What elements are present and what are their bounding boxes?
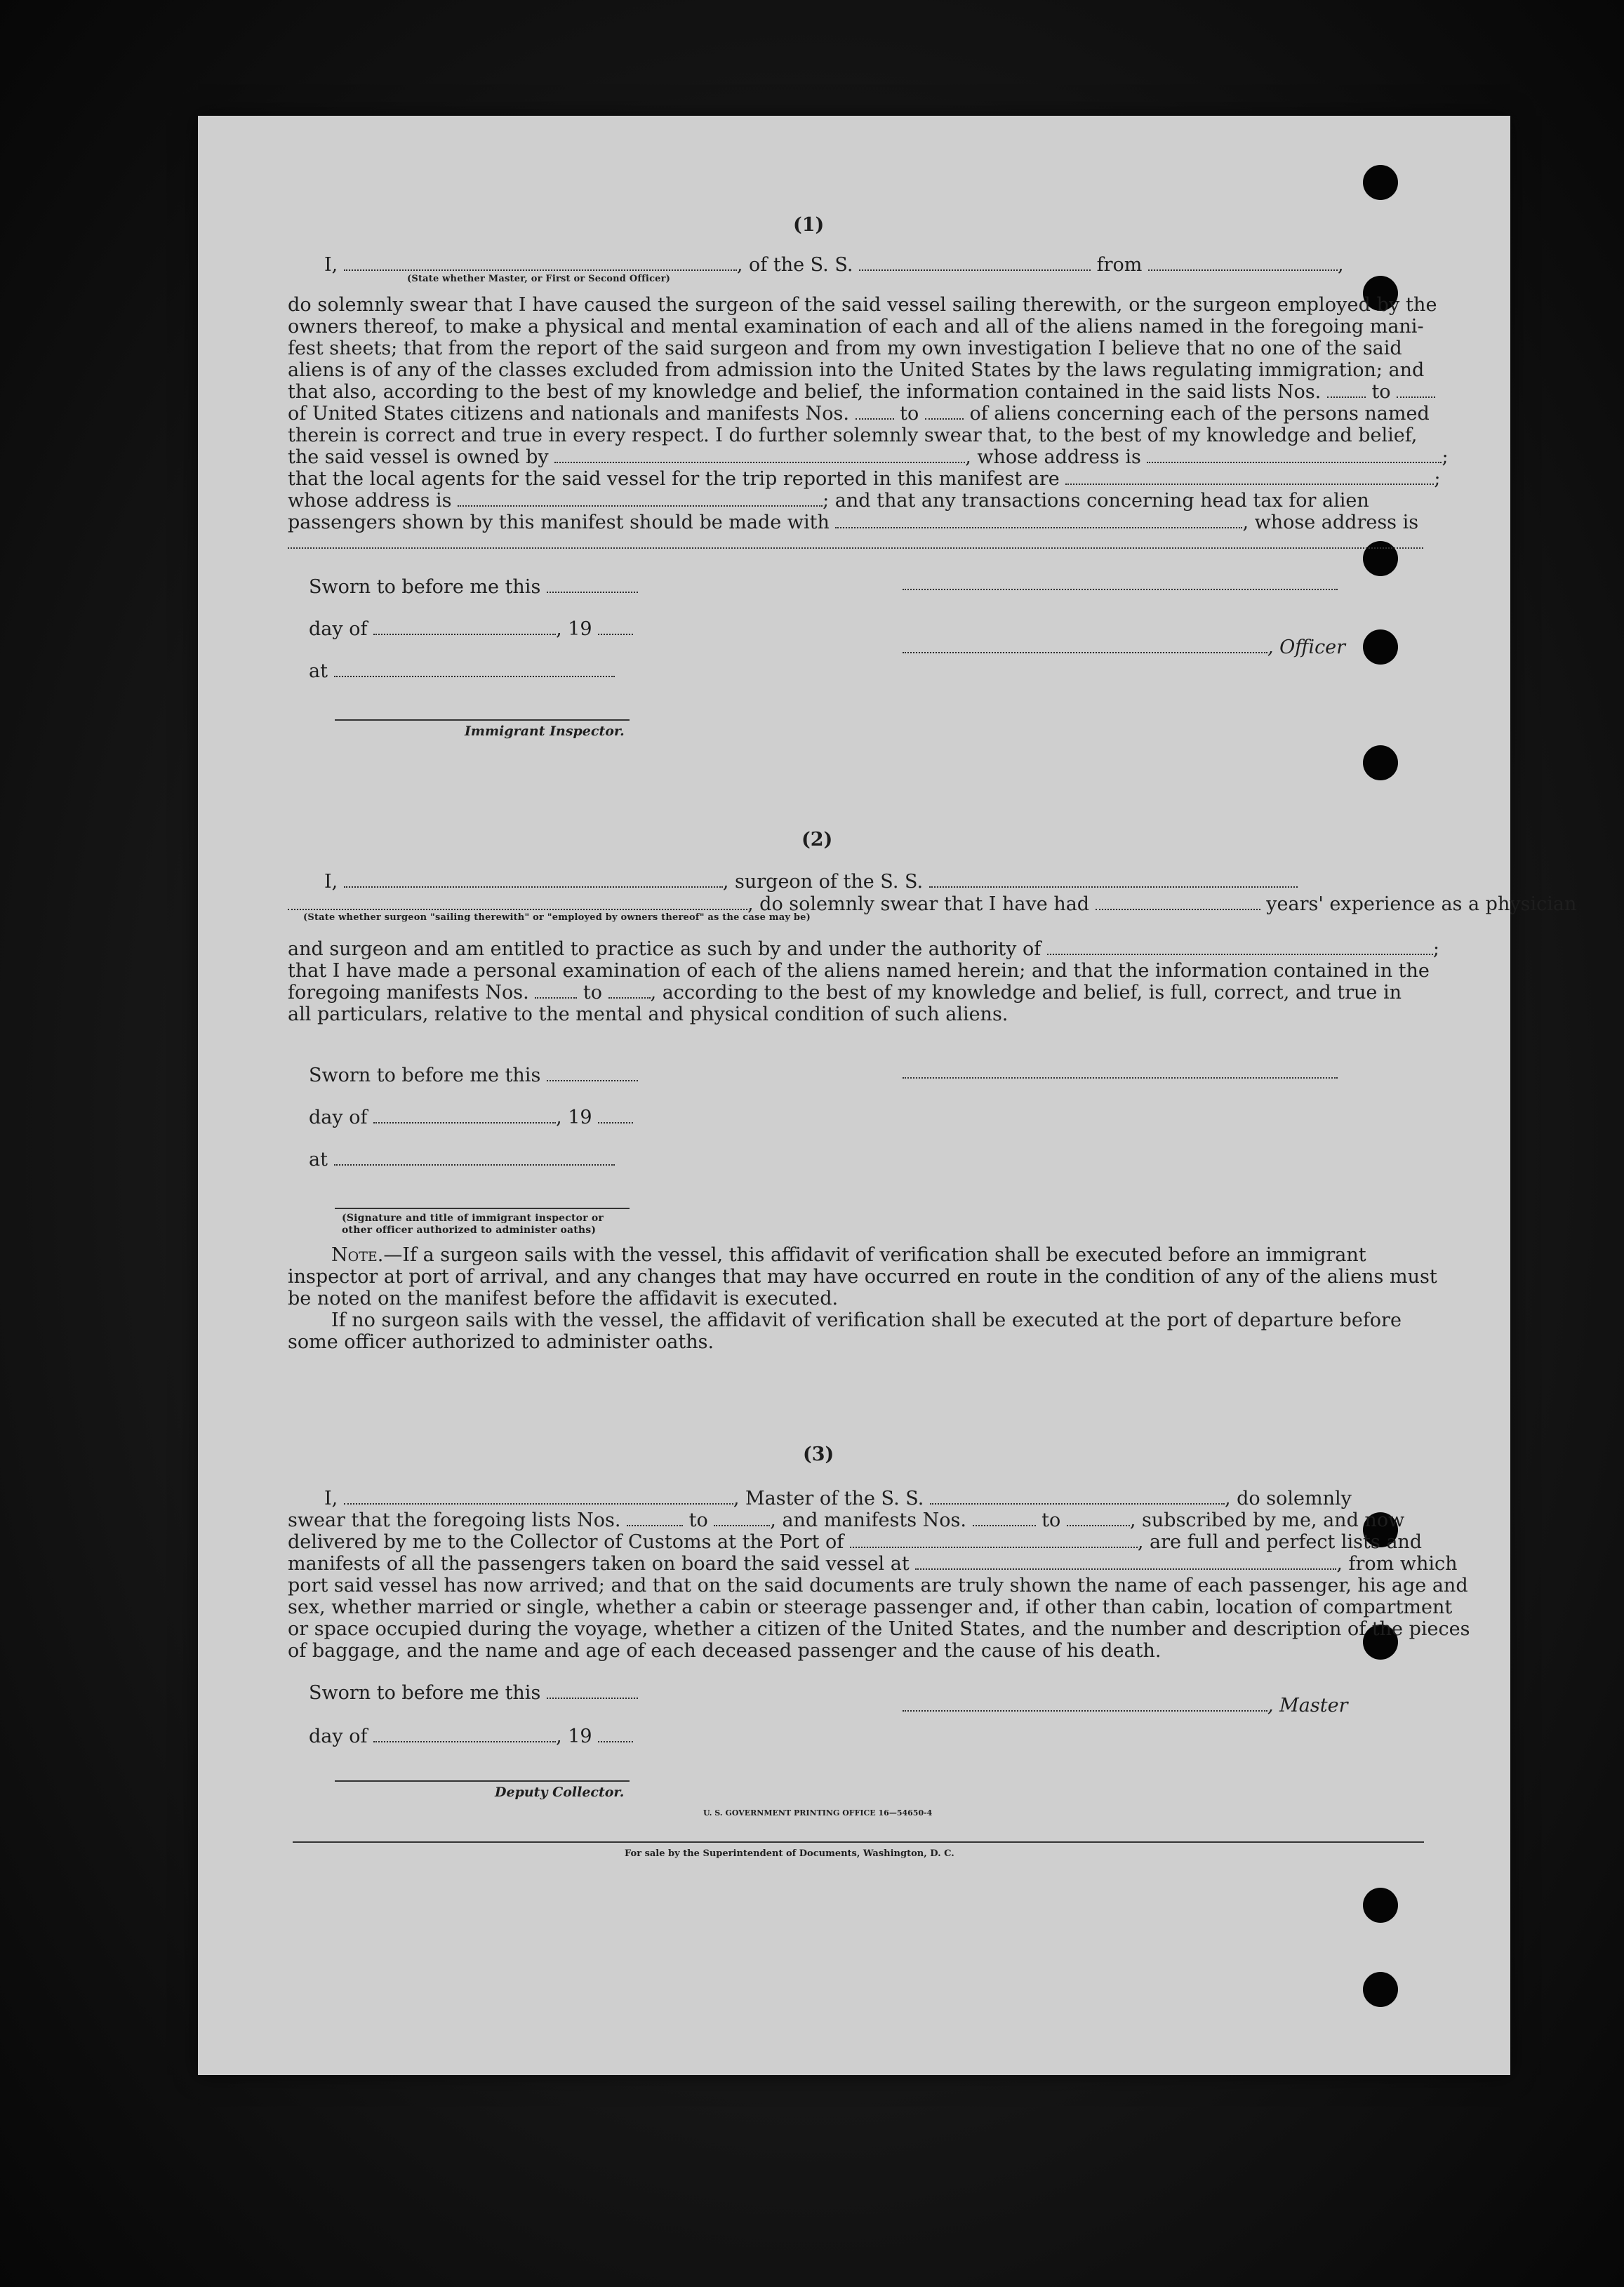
day-line — [309, 1107, 633, 1128]
manifest-number-to[interactable] — [1067, 1512, 1130, 1526]
paragraph-line — [288, 1553, 1457, 1575]
manifest-number-from[interactable] — [856, 406, 894, 420]
paragraph-line — [288, 982, 1402, 1004]
whose-address-label: whose address is — [288, 490, 452, 512]
paragraph-line: all particulars, relative to the mental and physical condition of such aliens. — [288, 1004, 1009, 1025]
paragraph-line — [288, 512, 1418, 533]
surgeon-signature-line[interactable] — [903, 1077, 1338, 1079]
authority-text: and surgeon and am entitled to practice as such by and under the authority of — [288, 938, 1041, 960]
paragraph-line — [288, 490, 1369, 512]
sworn-line — [309, 1682, 638, 1704]
semicolon: ; — [1442, 446, 1449, 468]
name-field[interactable] — [344, 257, 737, 271]
whose-address-label: , whose address is — [1242, 512, 1419, 533]
inspector-label: Immigrant Inspector. — [465, 724, 625, 739]
manifest-affidavit-sheet — [198, 116, 1577, 2075]
surgeon-of-label: , surgeon of the S. S. — [722, 871, 924, 893]
years-text: years' experience as a physician — [1266, 893, 1577, 915]
to-label: to — [1371, 381, 1391, 403]
at-label: at — [309, 1149, 328, 1171]
signature-caption: other officer authorized to administer oaths) — [342, 1225, 597, 1236]
authority-field[interactable] — [1047, 941, 1433, 955]
punch-hole — [1363, 1888, 1398, 1923]
master-label: , Master — [1267, 1695, 1348, 1716]
whose-address-label: , whose address is — [965, 446, 1141, 468]
signature-line[interactable] — [903, 589, 1338, 590]
paragraph-line: aliens is of any of the classes excluded from admission into the United States by the laws regulating immigration; and — [288, 359, 1425, 381]
sworn-day-field[interactable] — [547, 1685, 638, 1699]
punch-hole — [1363, 1972, 1398, 2007]
sworn-line — [309, 576, 638, 598]
paragraph-line: of baggage, and the name and age of each deceased passenger and the cause of his death. — [288, 1640, 1162, 1662]
paragraph-line — [288, 403, 1430, 425]
at-label: at — [309, 660, 328, 682]
list-number-to[interactable] — [1397, 384, 1435, 398]
month-field[interactable] — [373, 621, 556, 635]
paragraph-line — [288, 468, 1440, 490]
sworn-line — [309, 1065, 638, 1086]
oath-line — [324, 1488, 1352, 1509]
printing-office-imprint: U. S. GOVERNMENT PRINTING OFFICE 16—54650-4 — [703, 1808, 933, 1818]
day-of-label: day of — [309, 618, 368, 640]
agents-field[interactable] — [1065, 471, 1434, 485]
vessel-field[interactable] — [930, 1491, 1225, 1505]
officer-line — [903, 636, 1345, 658]
from-label: from — [1096, 254, 1143, 276]
agents-label: that the local agents for the said vessel for the trip reported in this manifest are — [288, 468, 1060, 490]
surgeon-name-field[interactable] — [344, 874, 723, 888]
master-line — [903, 1695, 1348, 1716]
pronoun-i: I, — [324, 871, 338, 893]
punch-hole — [1363, 165, 1398, 200]
officer-label: , Officer — [1267, 636, 1346, 658]
swear-text: , do solemnly swear that I have had — [747, 893, 1090, 915]
oath-line — [324, 871, 1298, 893]
year-field[interactable] — [598, 1728, 633, 1742]
place-field[interactable] — [334, 663, 615, 677]
section-number: (1) — [793, 214, 825, 236]
head-tax-text: ; and that any transactions concerning head tax for alien — [823, 490, 1369, 512]
owner-field[interactable] — [554, 449, 965, 463]
year-label: , 19 — [556, 1726, 592, 1747]
note-text: —If a surgeon sails with the vessel, this affidavit of verification shall be executed before an immigrant — [383, 1244, 1366, 1266]
passengers-text: passengers shown by this manifest should be made with — [288, 512, 830, 533]
for-sale-notice: For sale by the Superintendent of Documents, Washington, D. C. — [625, 1848, 954, 1859]
owner-address-field[interactable] — [1147, 449, 1442, 463]
paragraph-line: owners thereof, to make a physical and mental examination of each and all of the aliens named in the foregoing mani- — [288, 316, 1424, 338]
note-line: inspector at port of arrival, and any changes that may have occurred en route in the condition of any of the aliens must — [288, 1266, 1437, 1288]
foregoing-text: foregoing manifests Nos. — [288, 982, 529, 1004]
year-label: , 19 — [556, 1107, 592, 1128]
section-number: (3) — [803, 1443, 834, 1465]
signature-caption: (Signature and title of immigrant inspector or — [342, 1213, 604, 1224]
note-line: be noted on the manifest before the affidavit is executed. — [288, 1288, 839, 1309]
note-label: Note. — [331, 1244, 384, 1266]
at-line — [309, 1149, 615, 1171]
semicolon: ; — [1432, 938, 1439, 960]
rank-caption: (State whether Master, or First or Second Officer) — [407, 274, 671, 284]
list-number-to[interactable] — [714, 1512, 770, 1526]
sworn-day-field[interactable] — [547, 1067, 638, 1081]
and-manifests-text: , and manifests Nos. — [770, 1509, 966, 1531]
list-number-from[interactable] — [627, 1512, 683, 1526]
comma: , — [1338, 254, 1344, 276]
sworn-label: Sworn to before me this — [309, 1065, 541, 1086]
section-number: (2) — [801, 829, 833, 851]
years-field[interactable] — [1096, 896, 1260, 910]
swear-lists-text: swear that the foregoing lists Nos. — [288, 1509, 621, 1531]
punch-hole — [1363, 745, 1398, 780]
of-ss-label: , of the S. S. — [736, 254, 853, 276]
full-perfect-text: , are full and perfect lists and — [1137, 1531, 1423, 1553]
paragraph-line — [288, 938, 1439, 960]
pronoun-i: I, — [324, 1488, 338, 1509]
footer-rule — [293, 1841, 1424, 1843]
lists-text: that also, according to the best of my knowledge and belief, the information contained in the said lists Nos. — [288, 381, 1322, 403]
manifest-number-from[interactable] — [973, 1512, 1036, 1526]
day-line — [309, 618, 633, 640]
punch-hole — [1363, 541, 1398, 576]
port-field[interactable] — [850, 1534, 1138, 1548]
paragraph-line — [288, 1509, 1404, 1531]
day-of-label: day of — [309, 1726, 368, 1747]
delivered-text: delivered by me to the Collector of Customs at the Port of — [288, 1531, 844, 1553]
knowledge-text: , according to the best of my knowledge and belief, is full, correct, and true in — [650, 982, 1402, 1004]
pronoun-i: I, — [324, 254, 338, 276]
manifest-number-to[interactable] — [608, 985, 651, 999]
year-label: , 19 — [556, 618, 592, 640]
surgeon-status-field[interactable] — [288, 896, 747, 910]
embarkation-port-field[interactable] — [915, 1556, 1336, 1570]
aliens-text: of aliens concerning each of the persons named — [969, 403, 1430, 425]
collector-signature-line[interactable] — [335, 1780, 630, 1782]
at-line — [309, 660, 615, 682]
citizens-text: of United States citizens and nationals and manifests Nos. — [288, 403, 849, 425]
sworn-label: Sworn to before me this — [309, 1682, 541, 1704]
address-line[interactable] — [288, 547, 1423, 549]
from-which-text: , from which — [1336, 1553, 1458, 1575]
year-field[interactable] — [598, 1109, 633, 1124]
oath-line — [324, 254, 1344, 276]
manifests-all-text: manifests of all the passengers taken on board the said vessel at — [288, 1553, 910, 1575]
master-name-field[interactable] — [344, 1491, 733, 1505]
officer-signature-field[interactable] — [903, 639, 1267, 653]
month-field[interactable] — [373, 1728, 556, 1742]
year-field[interactable] — [598, 621, 633, 635]
deputy-collector-label: Deputy Collector. — [495, 1785, 625, 1800]
sworn-day-field[interactable] — [547, 579, 638, 593]
solemnly-text: , do solemnly — [1224, 1488, 1352, 1509]
paragraph-line — [288, 446, 1449, 468]
manifest-number-from[interactable] — [535, 985, 577, 999]
paragraph-line: or space occupied during the voyage, whether a citizen of the United States, and the number and description of the pieces — [288, 1618, 1470, 1640]
owned-by-label: the said vessel is owned by — [288, 446, 549, 468]
paragraph-line: fest sheets; that from the report of the said surgeon and from my own investigation I believe that no one of the said — [288, 338, 1402, 359]
to-label: to — [1041, 1509, 1061, 1531]
officer-signature-line[interactable] — [335, 1208, 630, 1209]
vessel-field[interactable] — [929, 874, 1298, 888]
list-number-from[interactable] — [1327, 384, 1366, 398]
subscribed-text: , subscribed by me, and now — [1129, 1509, 1405, 1531]
punch-hole — [1363, 629, 1398, 665]
day-of-label: day of — [309, 1107, 368, 1128]
note-line: some officer authorized to administer oaths. — [288, 1331, 714, 1353]
place-field[interactable] — [334, 1152, 615, 1166]
paragraph-line: that I have made a personal examination of each of the aliens named herein; and that the information contained in the — [288, 960, 1430, 982]
paragraph-line — [288, 1531, 1422, 1553]
to-label: to — [900, 403, 919, 425]
manifest-number-to[interactable] — [925, 406, 964, 420]
paragraph-line: sex, whether married or single, whether a cabin or steerage passenger and, if other than cabin, location of compartment — [288, 1596, 1453, 1618]
master-signature-field[interactable] — [903, 1698, 1267, 1712]
month-field[interactable] — [373, 1109, 556, 1124]
master-of-label: , Master of the S. S. — [733, 1488, 924, 1509]
to-label: to — [688, 1509, 708, 1531]
note-line — [331, 1244, 1366, 1266]
paragraph-line: port said vessel has now arrived; and that on the said documents are truly shown the name of each passenger, his age and — [288, 1575, 1468, 1596]
port-field[interactable] — [1148, 257, 1338, 271]
head-tax-contact-field[interactable] — [835, 514, 1242, 528]
to-label: to — [583, 982, 603, 1004]
inspector-signature-line[interactable] — [335, 719, 630, 721]
note-line: If no surgeon sails with the vessel, the affidavit of verification shall be executed at the port of departure before — [331, 1309, 1402, 1331]
paragraph-line: therein is correct and true in every respect. I do further solemnly swear that, to the best of my knowledge and belief, — [288, 425, 1418, 446]
agents-address-field[interactable] — [458, 493, 823, 507]
semicolon: ; — [1434, 468, 1441, 490]
paragraph-line — [288, 381, 1435, 403]
sworn-label: Sworn to before me this — [309, 576, 541, 598]
day-line — [309, 1726, 633, 1747]
surgeon-caption: (State whether surgeon "sailing therewith" or "employed by owners thereof" as the case may be) — [303, 912, 811, 923]
vessel-field[interactable] — [859, 257, 1091, 271]
paragraph-line: do solemnly swear that I have caused the surgeon of the said vessel sailing therewith, or the surgeon employed by the — [288, 294, 1437, 316]
